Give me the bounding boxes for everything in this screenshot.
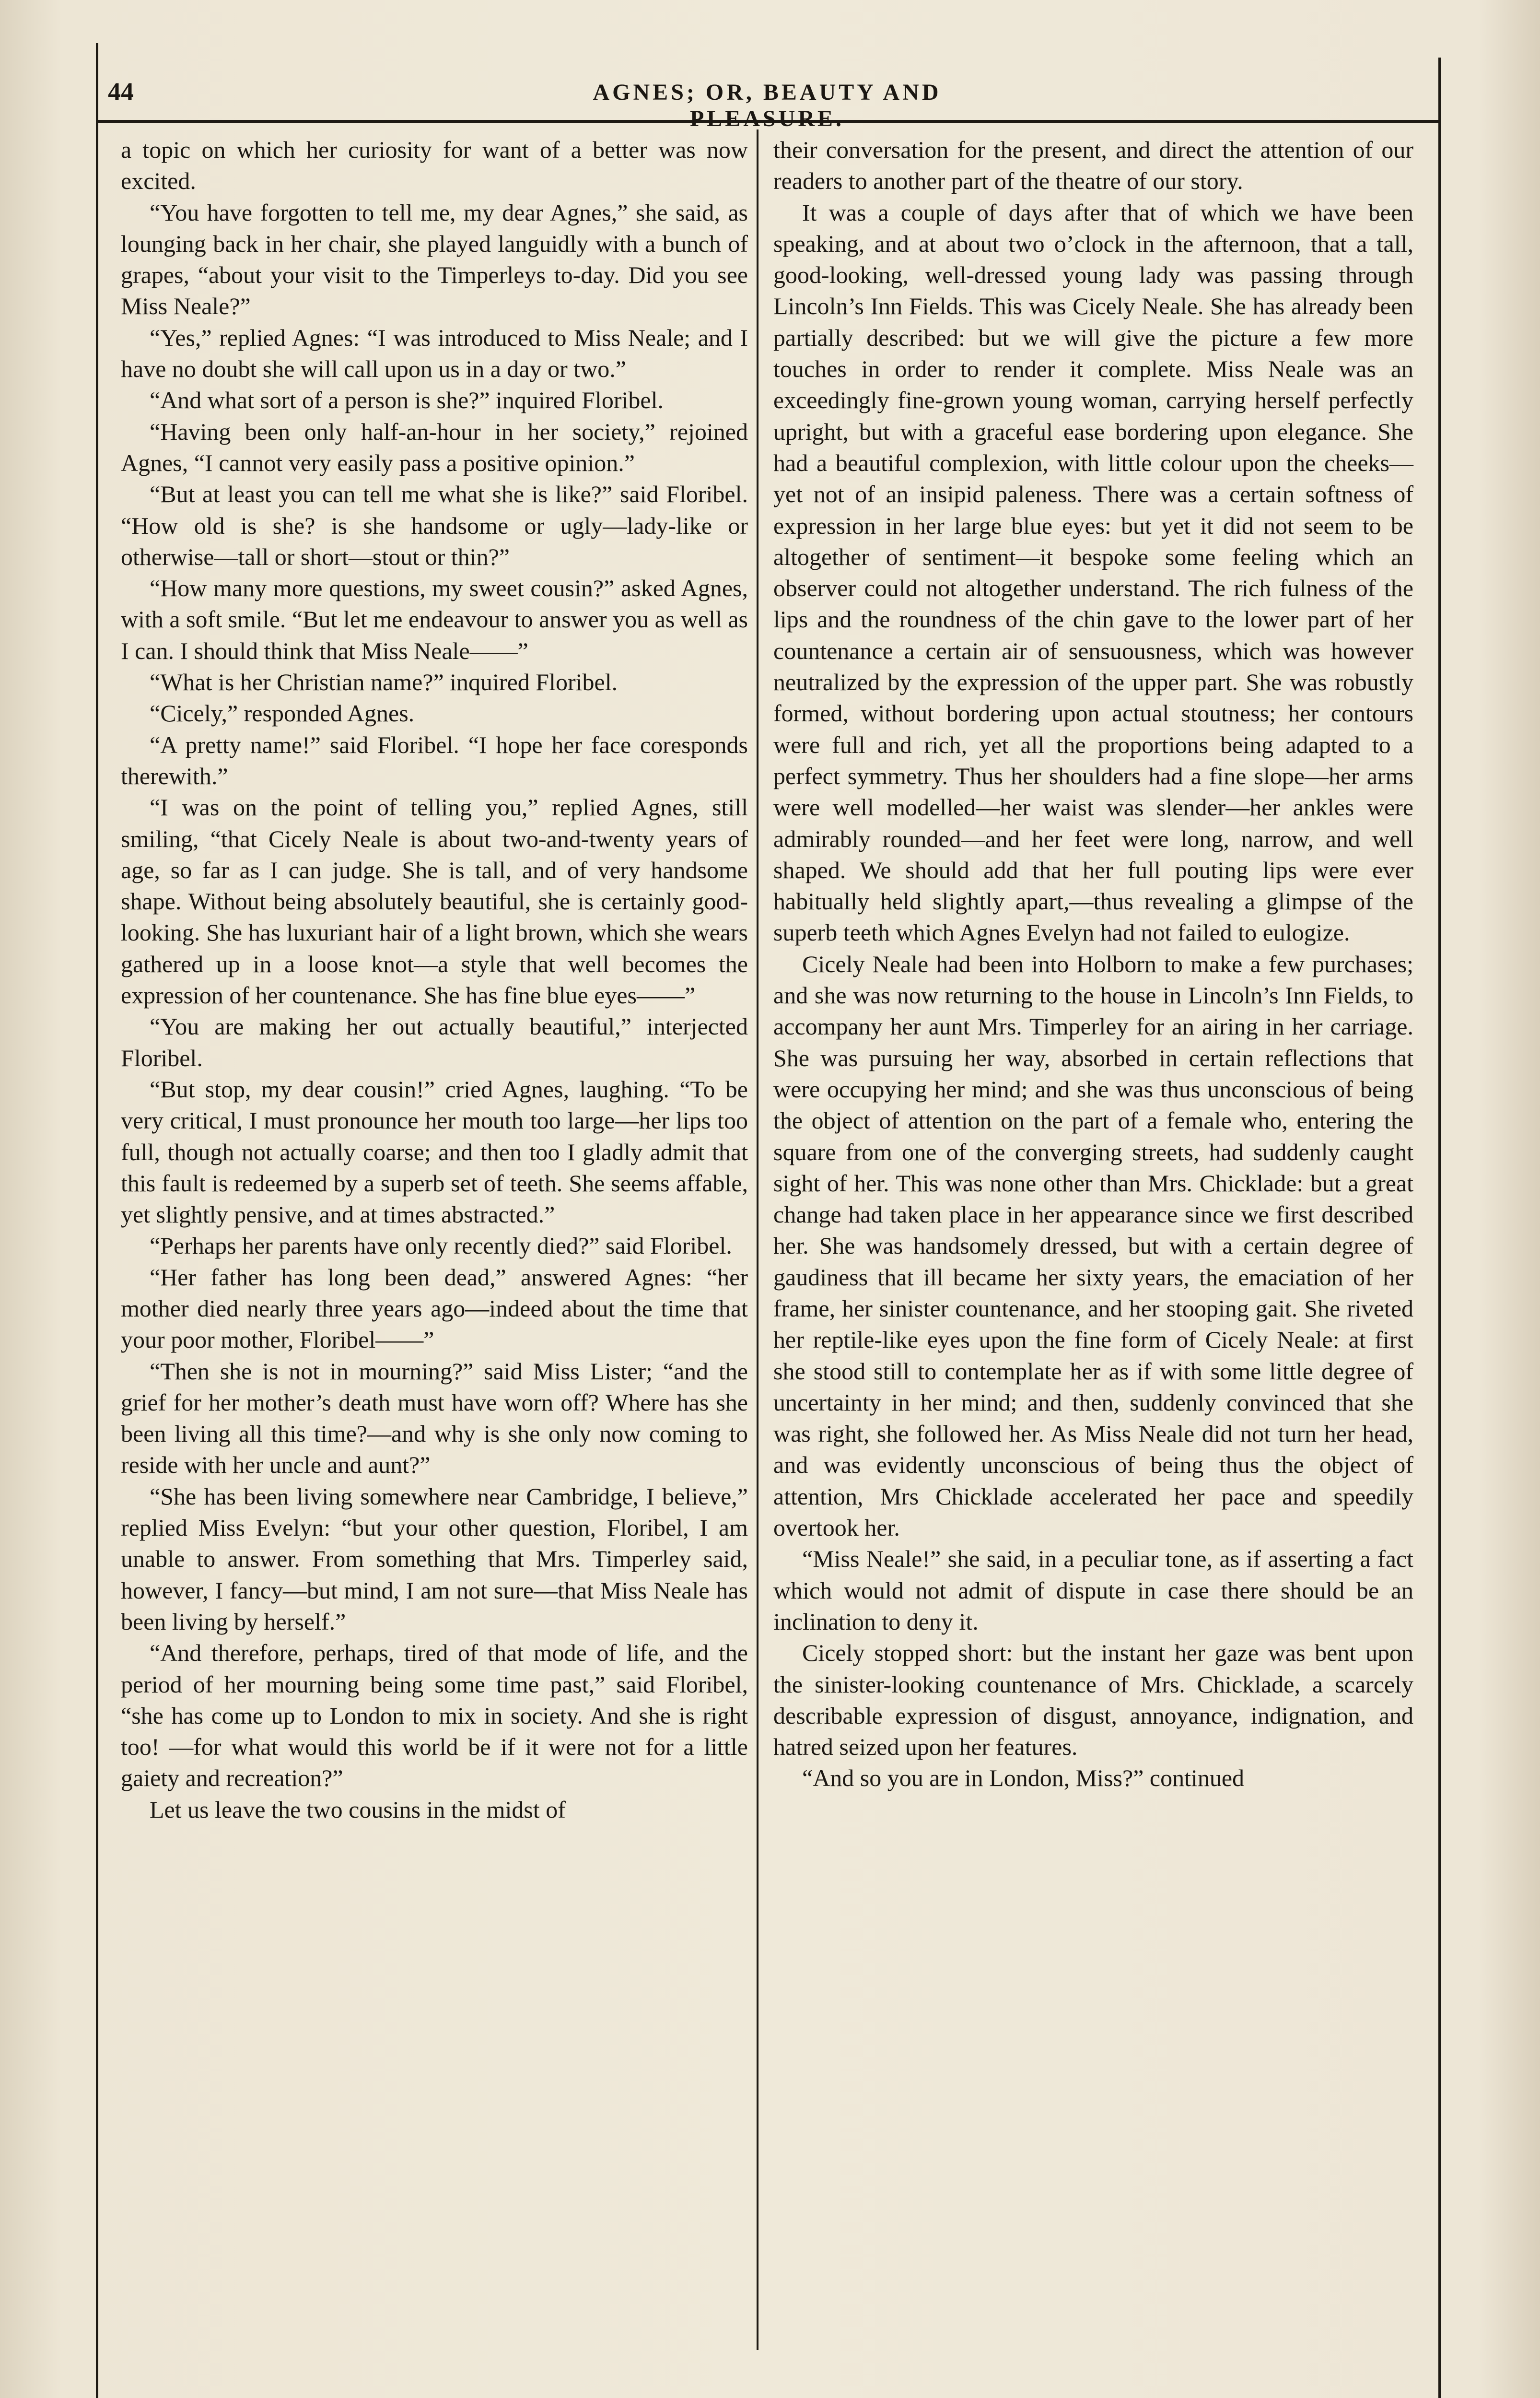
paragraph: “She has been living somewhere near Cambridge, I believe,” replied Miss Evelyn: “but your other question, Floribel, I am unable to answer. From something that Mrs. Timperley said, however, I fancy—but mind, I am not sure—that Miss Neale has been living by herself.” bbox=[121, 1482, 748, 1635]
column-divider bbox=[757, 129, 758, 2350]
paragraph: “And what sort of a person is she?” inquired Floribel. bbox=[150, 387, 664, 414]
paragraph: their conversation for the present, and direct the attention of our readers to another part of the theatre of our story. bbox=[773, 136, 1413, 195]
paragraph: “Then she is not in mourning?” said Miss Lister; “and the grief for her mother’s death must have worn off? Where has she been living all this time?—and why is she only now coming to reside with her uncle and aunt?” bbox=[121, 1357, 748, 1479]
paragraph: “Her father has long been dead,” answered Agnes: “her mother died nearly three years ago—indeed about the time that your poor mother, Floribel——” bbox=[121, 1263, 748, 1353]
paragraph: “You have forgotten to tell me, my dear Agnes,” she said, as lounging back in her chair, she played languidly with a bunch of grapes, “about your visit to the Timperleys to-day. Did you see Miss Neale?” bbox=[121, 199, 748, 320]
paragraph: a topic on which her curiosity for want of a better was now excited. bbox=[121, 136, 748, 195]
paragraph: “I was on the point of telling you,” replied Agnes, still smiling, “that Cicely Neale is about two-and-twenty years of age, so far as I can judge. She is tall, and of very handsome shape. Without being absolutely beautiful, she is certainly good-looking. She has luxuriant hair of a light brown, which she wears gathered up in a loose knot—a style that well becomes the expression of her countenance. She has fine blue eyes——” bbox=[121, 794, 748, 1009]
right-frame-rule bbox=[1438, 58, 1441, 2398]
paragraph: “Perhaps her parents have only recently died?” said Floribel. bbox=[150, 1232, 732, 1259]
paragraph: “What is her Christian name?” inquired Floribel. bbox=[150, 669, 618, 696]
left-column bbox=[121, 134, 748, 1825]
paragraph: “Yes,” replied Agnes: “I was introduced to Miss Neale; and I have no doubt she will call upon us in a day or two.” bbox=[121, 324, 748, 383]
paragraph: “And therefore, perhaps, tired of that mode of life, and the period of her mourning being some time past,” said Floribel, “she has come up to London to mix in society. And she is right too! —for what would this world be if it were not for a little gaiety and recreation?” bbox=[121, 1639, 748, 1792]
paragraph: “Miss Neale!” she said, in a peculiar tone, as if asserting a fact which would not admit of dispute in case there should be an inclination to deny it. bbox=[773, 1545, 1413, 1635]
paragraph: “A pretty name!” said Floribel. “I hope her face coresponds therewith.” bbox=[121, 731, 748, 789]
paragraph: “Having been only half-an-hour in her society,” rejoined Agnes, “I cannot very easily pass a positive opinion.” bbox=[121, 418, 748, 476]
paragraph: Cicely stopped short: but the instant her gaze was bent upon the sinister-looking countenance of Mrs. Chicklade, a scarcely describable expression of disgust, annoyance, indignation, and hatred seized upon her features. bbox=[773, 1639, 1413, 1761]
paragraph: “But at least you can tell me what she is like?” said Floribel. “How old is she? is she handsome or ugly—lady-like or otherwise—tall or short—stout or thin?” bbox=[121, 481, 748, 570]
paragraph: “You are making her out actually beautiful,” interjected Floribel. bbox=[121, 1013, 748, 1071]
running-title: AGNES; OR, BEAUTY AND PLEASURE. bbox=[593, 80, 942, 131]
paragraph: Let us leave the two cousins in the midst of bbox=[150, 1796, 566, 1823]
right-column bbox=[773, 134, 1413, 1794]
page-number: 44 bbox=[108, 77, 134, 106]
paragraph: “How many more questions, my sweet cousin?” asked Agnes, with a soft smile. “But let me endeavour to answer you as well as I can. I should think that Miss Neale——” bbox=[121, 575, 748, 664]
paragraph: “And so you are in London, Miss?” continued bbox=[802, 1764, 1245, 1792]
left-frame-rule bbox=[96, 43, 98, 2398]
paragraph: Cicely Neale had been into Holborn to make a few purchases; and she was now returning to the house in Lincoln’s Inn Fields, to accompany her aunt Mrs. Timperley for an airing in her carriage. She was pursuing her way, absorbed in certain reflections that were occupying her mind; and she was thus unconscious of being the object of attention on the part of a female who, entering the square from one of the converging streets, had suddenly caught sight of her. This was none other than Mrs. Chicklade: but a great change had taken place in her appearance since we first described her. She was handsomely dressed, but with a certain degree of gaudiness that ill became her sixty years, the emaciation of her frame, her sinister countenance, and her stooping gait. She riveted her reptile-like eyes upon the fine form of Cicely Neale: at first she stood still to contemplate her as if with some little degree of uncertainty in her mind; and then, suddenly convinced that she was right, she followed her. As Miss Neale did not turn her head, and was evidently unconscious of being thus the object of attention, Mrs Chicklade accelerated her pace and speedily overtook her. bbox=[773, 950, 1413, 1541]
paragraph: “But stop, my dear cousin!” cried Agnes, laughing. “To be very critical, I must pronounce her mouth too large—her lips too full, though not actually coarse; and then too I gladly admit that this fault is redeemed by a superb set of teeth. She seems affable, yet slightly pensive, and at times abstracted.” bbox=[121, 1075, 748, 1228]
paragraph: “Cicely,” responded Agnes. bbox=[150, 700, 415, 727]
paragraph: It was a couple of days after that of which we have been speaking, and at about two o’clock in the afternoon, that a tall, good-looking, well-dressed young lady was passing through Lincoln’s Inn Fields. This was Cicely Neale. She has already been partially described: but we will give the picture a few more touches in order to render it complete. Miss Neale was an exceedingly fine-grown young woman, carrying herself perfectly upright, but with a graceful ease bordering upon elegance. She had a beautiful complexion, with little colour upon the cheeks—yet not of an insipid paleness. There was a certain softness of expression in her large blue eyes: but yet it did not seem to be altogether of sentiment—it bespoke some feeling which an observer could not altogether understand. The rich fulness of the lips and the roundness of the chin gave to the lower part of her countenance a certain air of sensuousness, which was however neutralized by the expression of the upper part. She was robustly formed, without bordering upon actual stoutness; her contours were full and rich, yet all the proportions being adapted to a perfect symmetry. Thus her shoulders had a fine slope—her arms were well modelled—her waist was slender—her ankles were admirably rounded—and her feet were long, narrow, and well shaped. We should add that her full pouting lips were ever habitually held slightly apart,—thus revealing a glimpse of the superb teeth which Agnes Evelyn had not failed to eulogize. bbox=[773, 199, 1413, 946]
